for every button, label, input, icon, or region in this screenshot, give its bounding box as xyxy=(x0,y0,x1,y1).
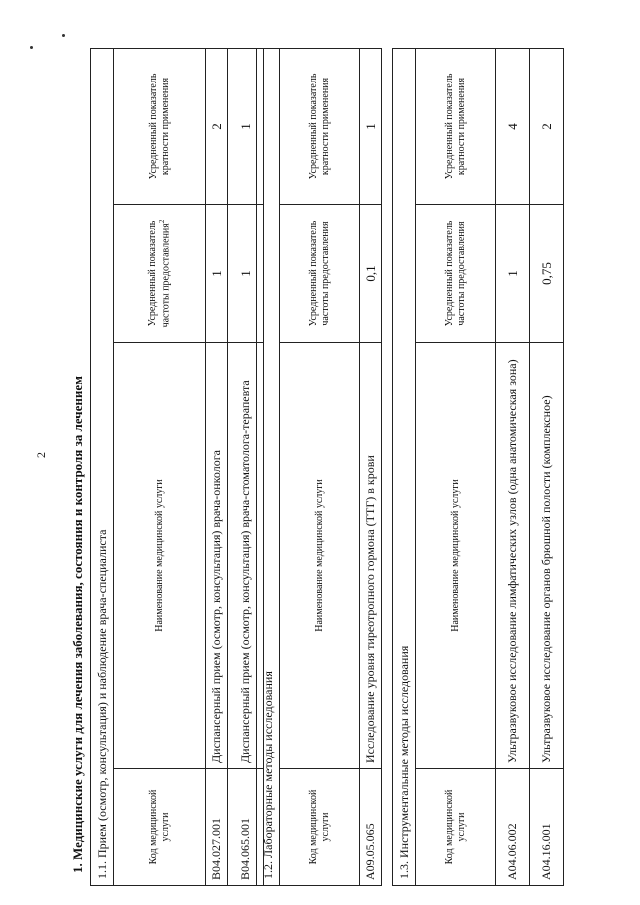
service-name: Ультразвуковое исследование органов брюшной полости (комплексное) xyxy=(530,343,564,769)
table-row xyxy=(206,48,228,885)
frequency-value: 1 xyxy=(228,205,264,343)
service-name: Ультразвуковое исследование лимфатических узлов (одна анатомическая зона) xyxy=(496,343,530,769)
multiplicity-value: 1 xyxy=(360,48,382,204)
service-code: B04.065.001 xyxy=(228,769,264,886)
service-name: Диспансерный прием (осмотр, консультация) врача-онколога xyxy=(206,343,228,769)
header-code: Код медицинской услуги xyxy=(416,769,496,886)
header-frequency xyxy=(114,205,206,343)
services-table-1-1 xyxy=(90,48,264,886)
service-code: B04.027.001 xyxy=(206,769,228,886)
multiplicity-value: 4 xyxy=(496,48,530,204)
table-row xyxy=(496,48,530,885)
header-frequency: Усредненный показатель частоты предоставления xyxy=(416,205,496,343)
header-multiplicity: Усредненный показатель кратности применения xyxy=(114,48,206,204)
multiplicity-value: 1 xyxy=(228,48,264,204)
services-table-1-3 xyxy=(392,48,564,886)
frequency-value: 1 xyxy=(206,205,228,343)
footnote-ref: 2 xyxy=(158,219,167,224)
section-heading: 1. Медицинские услуги для лечения заболевания, состояния и контроля за лечением xyxy=(70,375,85,873)
header-name: Наименование медицинской услуги xyxy=(416,343,496,769)
multiplicity-value: 2 xyxy=(530,48,564,204)
services-table-1-2 xyxy=(256,48,382,886)
table-title: 1.3. Инструментальные методы исследования xyxy=(393,48,416,885)
service-name: Диспансерный прием (осмотр, консультация) врача-стоматолога-терапевта xyxy=(228,343,264,769)
header-multiplicity: Усредненный показатель кратности применения xyxy=(416,48,496,204)
header-name: Наименование медицинской услуги xyxy=(114,343,206,769)
table-title: 1.2. Лабораторные методы исследования xyxy=(257,48,280,885)
service-code: A04.16.001 xyxy=(530,769,564,886)
page-number: 2 xyxy=(34,452,48,458)
frequency-value: 0,75 xyxy=(530,205,564,343)
header-frequency-text: Усредненный показатель частоты предоставления xyxy=(146,220,172,328)
header-code: Код медицинской услуги xyxy=(114,769,206,886)
header-code: Код медицинской услуги xyxy=(280,769,360,886)
table-title: 1.1. Прием (осмотр, консультация) и наблюдение врача-специалиста xyxy=(91,48,114,885)
service-code: A09.05.065 xyxy=(360,769,382,886)
header-frequency: Усредненный показатель частоты предоставления xyxy=(280,205,360,343)
service-name: Исследование уровня тиреотропного гормона (ТТГ) в крови xyxy=(360,343,382,769)
header-multiplicity: Усредненный показатель кратности применения xyxy=(280,48,360,204)
frequency-value: 0,1 xyxy=(360,205,382,343)
frequency-value: 1 xyxy=(496,205,530,343)
table-row xyxy=(360,48,382,885)
header-name: Наименование медицинской услуги xyxy=(280,343,360,769)
table-row xyxy=(530,48,564,885)
multiplicity-value: 2 xyxy=(206,48,228,204)
service-code: A04.06.002 xyxy=(496,769,530,886)
